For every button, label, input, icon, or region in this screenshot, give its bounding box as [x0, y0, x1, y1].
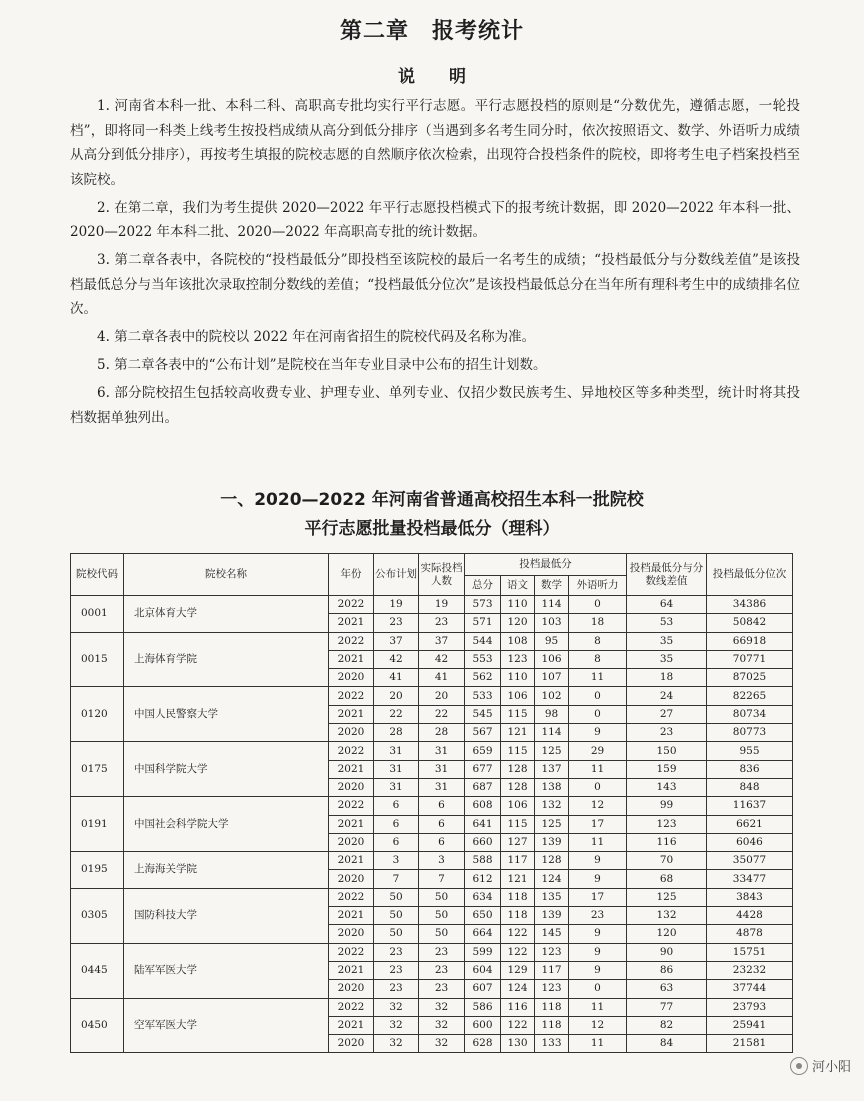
school-code: 0305: [71, 888, 124, 943]
cell-math: 135: [535, 888, 569, 906]
cell-listening: 11: [569, 833, 627, 851]
cell-listening: 8: [569, 650, 627, 668]
cell-chinese: 122: [501, 943, 535, 961]
cell-year: 2021: [329, 815, 374, 833]
cell-total: 567: [465, 724, 501, 742]
cell-actual: 7: [419, 870, 465, 888]
cell-diff: 120: [627, 925, 707, 943]
cell-plan: 41: [374, 669, 419, 687]
cell-plan: 6: [374, 797, 419, 815]
cell-total: 600: [465, 1016, 501, 1034]
cell-chinese: 120: [501, 614, 535, 632]
cell-listening: 9: [569, 724, 627, 742]
cell-chinese: 122: [501, 1016, 535, 1034]
cell-rank: 35077: [707, 852, 793, 870]
cell-chinese: 122: [501, 925, 535, 943]
cell-math: 138: [535, 778, 569, 796]
cell-diff: 68: [627, 870, 707, 888]
school-name: 空军军医大学: [124, 998, 329, 1053]
score-table: [70, 553, 793, 1053]
cell-chinese: 127: [501, 833, 535, 851]
school-name: 中国社会科学院大学: [124, 797, 329, 852]
cell-actual: 37: [419, 632, 465, 650]
note-paragraph: 6. 部分院校招生包括较高收费专业、护理专业、单列专业、仅招少数民族考生、异地校区等多种类型，统计时将其投档数据单独列出。: [70, 385, 800, 426]
table-title-line1: 一、2020—2022 年河南省普通高校招生本科一批院校: [220, 490, 644, 510]
cell-year: 2021: [329, 907, 374, 925]
cell-year: 2021: [329, 760, 374, 778]
cell-diff: 86: [627, 961, 707, 979]
cell-diff: 143: [627, 778, 707, 796]
wechat-logo-icon: [790, 1057, 808, 1075]
cell-actual: 23: [419, 614, 465, 632]
cell-total: 659: [465, 742, 501, 760]
cell-listening: 12: [569, 1016, 627, 1034]
cell-math: 125: [535, 742, 569, 760]
cell-rank: 23793: [707, 998, 793, 1016]
cell-diff: 70: [627, 852, 707, 870]
cell-rank: 4428: [707, 907, 793, 925]
cell-rank: 50842: [707, 614, 793, 632]
cell-listening: 8: [569, 632, 627, 650]
cell-math: 145: [535, 925, 569, 943]
note-paragraph: 4. 第二章各表中的院校以 2022 年在河南省招生的院校代码及名称为准。: [97, 329, 536, 345]
cell-chinese: 115: [501, 705, 535, 723]
cell-chinese: 115: [501, 815, 535, 833]
school-name: 中国人民警察大学: [124, 687, 329, 742]
note-paragraph: 1. 河南省本科一批、本科二科、高职高专批均实行平行志愿。平行志愿投档的原则是“分数优先，遵循志愿，一轮投档”，即将同一科类上线考生按投档成绩从高分到低分排序（当遇到多名考生同分时，依次按照语文、数学、外语听力成绩从高分到低分排序），再按考生填报的院校志愿的自然顺序依次检索，出现符合投档条件的院校，即将考生电子档案投档至该院校。: [70, 98, 800, 188]
account-name: 河小阳: [812, 1060, 852, 1075]
cell-year: 2021: [329, 852, 374, 870]
cell-diff: 77: [627, 998, 707, 1016]
cell-diff: 82: [627, 1016, 707, 1034]
cell-listening: 0: [569, 705, 627, 723]
cell-total: 553: [465, 650, 501, 668]
cell-listening: 17: [569, 888, 627, 906]
table-row: [71, 632, 793, 650]
school-code: 0120: [71, 687, 124, 742]
school-code: 0445: [71, 943, 124, 998]
school-code: 0195: [71, 852, 124, 889]
cell-total: 641: [465, 815, 501, 833]
header-diff: 投档最低分与分数线差值: [627, 554, 707, 596]
cell-chinese: 106: [501, 797, 535, 815]
cell-year: 2022: [329, 596, 374, 614]
cell-year: 2020: [329, 1035, 374, 1053]
cell-total: 650: [465, 907, 501, 925]
cell-math: 123: [535, 943, 569, 961]
cell-listening: 9: [569, 943, 627, 961]
cell-total: 586: [465, 998, 501, 1016]
cell-total: 634: [465, 888, 501, 906]
cell-math: 102: [535, 687, 569, 705]
cell-chinese: 116: [501, 998, 535, 1016]
cell-diff: 159: [627, 760, 707, 778]
cell-chinese: 108: [501, 632, 535, 650]
header-math: 数学: [535, 576, 569, 596]
cell-math: 137: [535, 760, 569, 778]
cell-actual: 50: [419, 888, 465, 906]
cell-chinese: 115: [501, 742, 535, 760]
cell-chinese: 110: [501, 669, 535, 687]
cell-rank: 836: [707, 760, 793, 778]
cell-plan: 31: [374, 760, 419, 778]
cell-rank: 21581: [707, 1035, 793, 1053]
cell-listening: 9: [569, 852, 627, 870]
cell-diff: 150: [627, 742, 707, 760]
cell-year: 2022: [329, 943, 374, 961]
cell-math: 128: [535, 852, 569, 870]
cell-chinese: 121: [501, 724, 535, 742]
cell-plan: 6: [374, 833, 419, 851]
cell-diff: 132: [627, 907, 707, 925]
school-code: 0015: [71, 632, 124, 687]
cell-actual: 32: [419, 1016, 465, 1034]
account-watermark: [790, 1056, 851, 1075]
cell-total: 545: [465, 705, 501, 723]
header-listening: 外语听力: [569, 576, 627, 596]
school-code: 0450: [71, 998, 124, 1053]
cell-diff: 125: [627, 888, 707, 906]
cell-year: 2022: [329, 888, 374, 906]
cell-math: 124: [535, 870, 569, 888]
cell-actual: 23: [419, 980, 465, 998]
header-total: 总分: [465, 576, 501, 596]
cell-rank: 848: [707, 778, 793, 796]
cell-chinese: 110: [501, 596, 535, 614]
header-chinese: 语文: [501, 576, 535, 596]
cell-rank: 37744: [707, 980, 793, 998]
cell-chinese: 118: [501, 888, 535, 906]
cell-actual: 22: [419, 705, 465, 723]
table-row: [71, 797, 793, 815]
cell-chinese: 130: [501, 1035, 535, 1053]
cell-plan: 28: [374, 724, 419, 742]
cell-rank: 33477: [707, 870, 793, 888]
cell-listening: 0: [569, 687, 627, 705]
cell-total: 687: [465, 778, 501, 796]
school-code: 0175: [71, 742, 124, 797]
cell-rank: 80734: [707, 705, 793, 723]
cell-plan: 19: [374, 596, 419, 614]
cell-listening: 11: [569, 760, 627, 778]
cell-listening: 9: [569, 925, 627, 943]
cell-chinese: 128: [501, 778, 535, 796]
cell-year: 2022: [329, 998, 374, 1016]
cell-listening: 0: [569, 596, 627, 614]
cell-plan: 3: [374, 852, 419, 870]
table-title: [0, 486, 864, 544]
cell-diff: 63: [627, 980, 707, 998]
table-row: [71, 852, 793, 870]
cell-diff: 23: [627, 724, 707, 742]
cell-year: 2020: [329, 669, 374, 687]
table-row: [71, 998, 793, 1016]
cell-chinese: 106: [501, 687, 535, 705]
cell-total: 573: [465, 596, 501, 614]
header-code: 院校代码: [71, 554, 124, 596]
cell-actual: 50: [419, 907, 465, 925]
cell-total: 664: [465, 925, 501, 943]
cell-plan: 6: [374, 815, 419, 833]
cell-total: 607: [465, 980, 501, 998]
cell-diff: 53: [627, 614, 707, 632]
cell-diff: 90: [627, 943, 707, 961]
table-row: [71, 742, 793, 760]
cell-listening: 29: [569, 742, 627, 760]
cell-plan: 32: [374, 998, 419, 1016]
cell-rank: 4878: [707, 925, 793, 943]
cell-listening: 12: [569, 797, 627, 815]
cell-listening: 17: [569, 815, 627, 833]
cell-listening: 0: [569, 980, 627, 998]
cell-math: 123: [535, 980, 569, 998]
cell-year: 2020: [329, 833, 374, 851]
cell-actual: 6: [419, 833, 465, 851]
note-paragraph: 2. 在第二章，我们为考生提供 2020—2022 年平行志愿投档模式下的报考统计数据，即 2020—2022 年本科一批、2020—2022 年本科二批、2020—2022 年高职高专批的统计数据。: [70, 199, 800, 240]
cell-year: 2021: [329, 961, 374, 979]
cell-chinese: 121: [501, 870, 535, 888]
notes-section: [70, 94, 800, 434]
cell-chinese: 123: [501, 650, 535, 668]
cell-rank: 6046: [707, 833, 793, 851]
header-plan: 公布计划: [374, 554, 419, 596]
cell-year: 2022: [329, 632, 374, 650]
cell-diff: 27: [627, 705, 707, 723]
cell-chinese: 124: [501, 980, 535, 998]
cell-math: 103: [535, 614, 569, 632]
cell-total: 628: [465, 1035, 501, 1053]
cell-diff: 99: [627, 797, 707, 815]
school-name: 国防科技大学: [124, 888, 329, 943]
cell-math: 107: [535, 669, 569, 687]
cell-total: 571: [465, 614, 501, 632]
cell-actual: 6: [419, 815, 465, 833]
note-paragraph: 3. 第二章各表中，各院校的“投档最低分”即投档至该院校的最后一名考生的成绩；“投档最低分与分数线差值”是该投档最低总分与当年该批次录取控制分数线的差值；“投档最低分位次”是该投档最低总分在当年所有理科考生中的成绩排名位次。: [70, 252, 800, 317]
cell-math: 98: [535, 705, 569, 723]
cell-year: 2021: [329, 650, 374, 668]
score-table-wrap: [70, 553, 792, 1053]
cell-diff: 35: [627, 632, 707, 650]
cell-math: 114: [535, 596, 569, 614]
cell-year: 2020: [329, 870, 374, 888]
school-name: 北京体育大学: [124, 596, 329, 633]
cell-actual: 3: [419, 852, 465, 870]
cell-rank: 23232: [707, 961, 793, 979]
cell-actual: 19: [419, 596, 465, 614]
cell-year: 2020: [329, 724, 374, 742]
cell-chinese: 129: [501, 961, 535, 979]
cell-actual: 23: [419, 961, 465, 979]
cell-diff: 116: [627, 833, 707, 851]
cell-actual: 23: [419, 943, 465, 961]
cell-rank: 34386: [707, 596, 793, 614]
cell-rank: 11637: [707, 797, 793, 815]
cell-listening: 9: [569, 961, 627, 979]
cell-plan: 23: [374, 614, 419, 632]
school-name: 上海海关学院: [124, 852, 329, 889]
header-min-score-group: 投档最低分: [465, 554, 627, 576]
cell-year: 2022: [329, 797, 374, 815]
cell-diff: 18: [627, 669, 707, 687]
cell-total: 544: [465, 632, 501, 650]
cell-plan: 50: [374, 888, 419, 906]
cell-total: 562: [465, 669, 501, 687]
note-paragraph: 5. 第二章各表中的“公布计划”是院校在当年专业目录中公布的招生计划数。: [97, 357, 547, 373]
cell-rank: 70771: [707, 650, 793, 668]
cell-rank: 66918: [707, 632, 793, 650]
table-row: [71, 888, 793, 906]
score-table-body: [71, 596, 793, 1053]
cell-diff: 123: [627, 815, 707, 833]
header-name: 院校名称: [124, 554, 329, 596]
cell-math: 132: [535, 797, 569, 815]
cell-year: 2022: [329, 687, 374, 705]
cell-plan: 37: [374, 632, 419, 650]
school-code: 0001: [71, 596, 124, 633]
cell-actual: 31: [419, 778, 465, 796]
cell-rank: 80773: [707, 724, 793, 742]
cell-total: 608: [465, 797, 501, 815]
cell-total: 533: [465, 687, 501, 705]
cell-year: 2021: [329, 705, 374, 723]
cell-rank: 87025: [707, 669, 793, 687]
cell-plan: 42: [374, 650, 419, 668]
cell-listening: 18: [569, 614, 627, 632]
cell-math: 106: [535, 650, 569, 668]
cell-math: 118: [535, 1016, 569, 1034]
school-code: 0191: [71, 797, 124, 852]
table-row: [71, 596, 793, 614]
cell-total: 588: [465, 852, 501, 870]
cell-total: 604: [465, 961, 501, 979]
cell-total: 599: [465, 943, 501, 961]
cell-listening: 11: [569, 1035, 627, 1053]
cell-listening: 11: [569, 998, 627, 1016]
cell-total: 660: [465, 833, 501, 851]
cell-year: 2022: [329, 742, 374, 760]
cell-actual: 20: [419, 687, 465, 705]
cell-chinese: 118: [501, 907, 535, 925]
cell-plan: 23: [374, 943, 419, 961]
header-year: 年份: [329, 554, 374, 596]
table-row: [71, 687, 793, 705]
cell-rank: 955: [707, 742, 793, 760]
section-heading: 说 明: [398, 67, 466, 87]
cell-plan: 7: [374, 870, 419, 888]
school-name: 中国科学院大学: [124, 742, 329, 797]
cell-diff: 24: [627, 687, 707, 705]
cell-year: 2021: [329, 1016, 374, 1034]
cell-math: 118: [535, 998, 569, 1016]
cell-rank: 6621: [707, 815, 793, 833]
cell-rank: 15751: [707, 943, 793, 961]
cell-actual: 6: [419, 797, 465, 815]
cell-actual: 41: [419, 669, 465, 687]
cell-actual: 32: [419, 1035, 465, 1053]
cell-year: 2020: [329, 778, 374, 796]
table-title-line2: 平行志愿批量投档最低分（理科）: [304, 519, 560, 539]
cell-rank: 25941: [707, 1016, 793, 1034]
chapter-title: 第二章 报考统计: [339, 19, 524, 44]
cell-actual: 42: [419, 650, 465, 668]
cell-listening: 23: [569, 907, 627, 925]
cell-math: 125: [535, 815, 569, 833]
cell-math: 95: [535, 632, 569, 650]
cell-listening: 9: [569, 870, 627, 888]
cell-plan: 31: [374, 742, 419, 760]
cell-plan: 50: [374, 907, 419, 925]
cell-plan: 50: [374, 925, 419, 943]
cell-listening: 11: [569, 669, 627, 687]
cell-actual: 31: [419, 742, 465, 760]
cell-plan: 20: [374, 687, 419, 705]
cell-rank: 3843: [707, 888, 793, 906]
cell-math: 114: [535, 724, 569, 742]
cell-year: 2021: [329, 614, 374, 632]
cell-actual: 50: [419, 925, 465, 943]
cell-year: 2020: [329, 980, 374, 998]
cell-actual: 31: [419, 760, 465, 778]
cell-plan: 22: [374, 705, 419, 723]
cell-math: 139: [535, 907, 569, 925]
cell-diff: 64: [627, 596, 707, 614]
cell-listening: 0: [569, 778, 627, 796]
cell-plan: 32: [374, 1016, 419, 1034]
header-rank: 投档最低分位次: [707, 554, 793, 596]
header-actual: 实际投档人数: [419, 554, 465, 596]
cell-total: 612: [465, 870, 501, 888]
cell-plan: 23: [374, 980, 419, 998]
cell-plan: 23: [374, 961, 419, 979]
cell-actual: 32: [419, 998, 465, 1016]
cell-plan: 31: [374, 778, 419, 796]
table-row: [71, 943, 793, 961]
school-name: 陆军军医大学: [124, 943, 329, 998]
cell-actual: 28: [419, 724, 465, 742]
cell-diff: 35: [627, 650, 707, 668]
cell-math: 139: [535, 833, 569, 851]
cell-year: 2020: [329, 925, 374, 943]
cell-total: 677: [465, 760, 501, 778]
cell-rank: 82265: [707, 687, 793, 705]
cell-chinese: 117: [501, 852, 535, 870]
cell-math: 117: [535, 961, 569, 979]
cell-chinese: 128: [501, 760, 535, 778]
cell-plan: 32: [374, 1035, 419, 1053]
cell-math: 133: [535, 1035, 569, 1053]
cell-diff: 84: [627, 1035, 707, 1053]
school-name: 上海体育学院: [124, 632, 329, 687]
